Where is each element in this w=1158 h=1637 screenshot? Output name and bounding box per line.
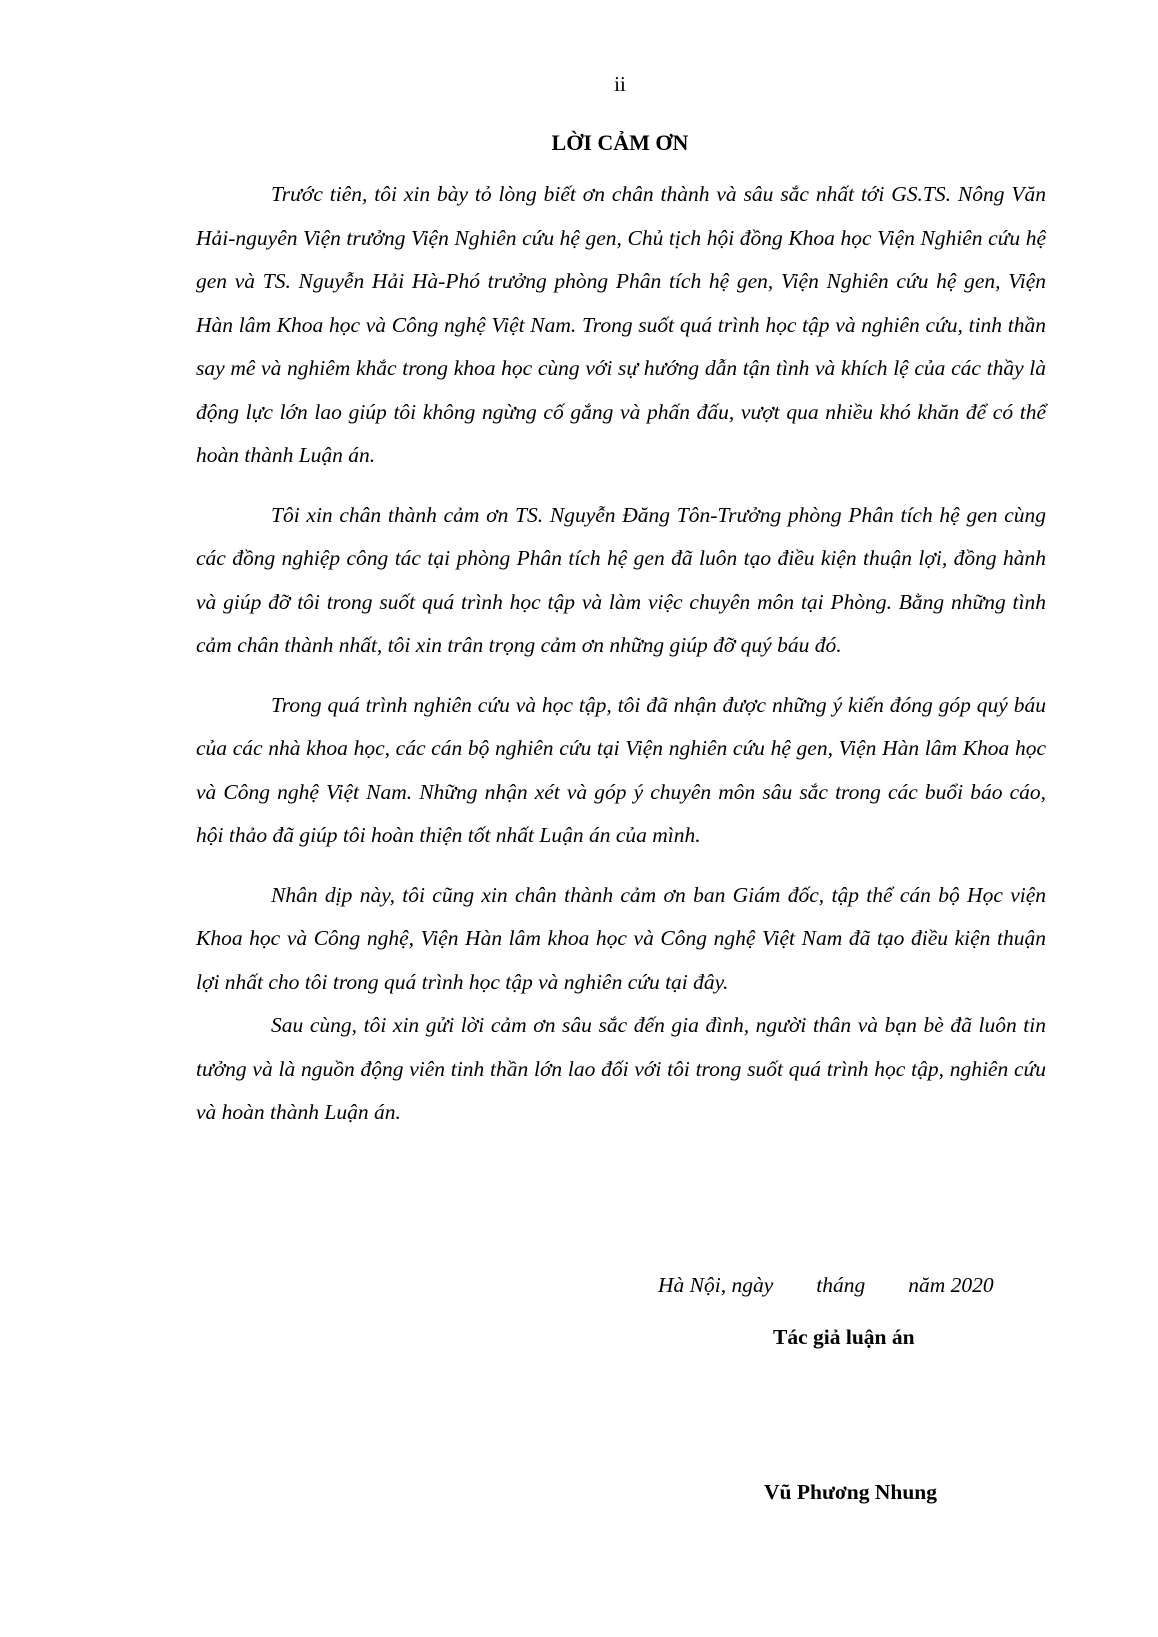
paragraph-1: Trước tiên, tôi xin bày tỏ lòng biết ơn chân thành và sâu sắc nhất tới GS.TS. Nông Văn Hải-nguyên Viện trưởng Viện Nghiên cứu hệ gen, Chủ tịch hội đồng Khoa học Viện Nghiên cứu hệ gen và TS. Nguyễn Hải Hà-Phó trưởng phòng Phân tích hệ gen, Viện Nghiên cứu hệ gen, Viện Hàn lâm Khoa học và Công nghệ Việt Nam. Trong suốt quá trình học tập và nghiên cứu, tinh thần say mê và nghiêm khắc trong khoa học cùng với sự hướng dẫn tận tình và khích lệ của các thầy là động lực lớn lao giúp tôi không ngừng cố gắng và phấn đấu, vượt qua nhiều khó khăn để có thể hoàn thành Luận án. — [196, 182, 1046, 467]
signature-date: Hà Nội, ngày tháng năm 2020 — [658, 1273, 994, 1297]
paragraph-2: Tôi xin chân thành cảm ơn TS. Nguyễn Đăng Tôn-Trưởng phòng Phân tích hệ gen cùng các đồng nghiệp công tác tại phòng Phân tích hệ gen đã luôn tạo điều kiện thuận lợi, đồng hành và giúp đỡ tôi trong suốt quá trình học tập và làm việc chuyên môn tại Phòng. Bằng những tình cảm chân thành nhất, tôi xin trân trọng cảm ơn những giúp đỡ quý báu đó. — [196, 502, 1046, 657]
acknowledgement-body — [196, 173, 1046, 1135]
page-number: ii — [614, 72, 626, 96]
page-title: LỜI CẢM ƠN — [551, 130, 689, 155]
signature-role: Tác giả luận án — [773, 1325, 915, 1349]
paragraph-4: Nhân dịp này, tôi cũng xin chân thành cảm ơn ban Giám đốc, tập thể cán bộ Học viện Khoa học và Công nghệ, Viện Hàn lâm khoa học và Công nghệ Việt Nam đã tạo điều kiện thuận lợi nhất cho tôi trong quá trình học tập và nghiên cứu tại đây. — [196, 882, 1046, 994]
paragraph-5: Sau cùng, tôi xin gửi lời cảm ơn sâu sắc đến gia đình, người thân và bạn bè đã luôn tin tưởng và là nguồn động viên tinh thần lớn lao đối với tôi trong suốt quá trình học tập, nghiên cứu và hoàn thành Luận án. — [196, 1013, 1046, 1124]
signature-name: Vũ Phương Nhung — [764, 1480, 937, 1504]
paragraph-3: Trong quá trình nghiên cứu và học tập, tôi đã nhận được những ý kiến đóng góp quý báu của các nhà khoa học, các cán bộ nghiên cứu tại Viện nghiên cứu hệ gen, Viện Hàn lâm Khoa học và Công nghệ Việt Nam. Những nhận xét và góp ý chuyên môn sâu sắc trong các buổi báo cáo, hội thảo đã giúp tôi hoàn thiện tốt nhất Luận án của mình. — [196, 692, 1046, 847]
